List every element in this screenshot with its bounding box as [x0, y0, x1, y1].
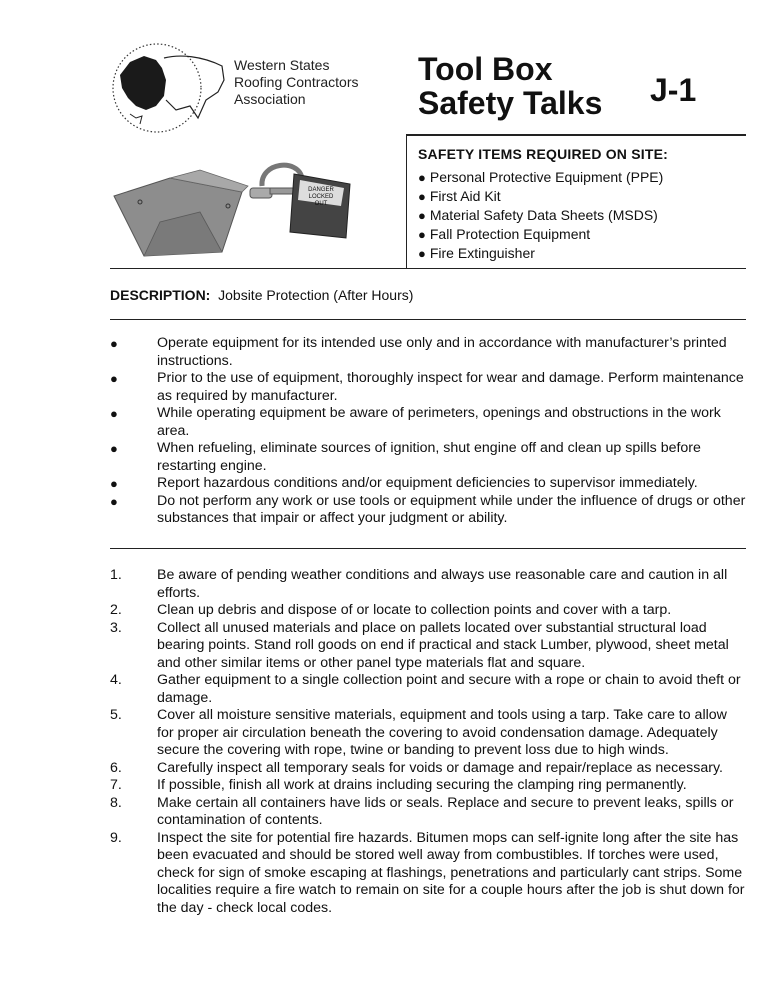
page-title — [418, 52, 602, 120]
bullet-icon: ● — [110, 441, 118, 456]
rule-text: Prior to the use of equipment, thoroughly inspect for wear and damage. Perform maintenance as required by manufacturer. — [157, 370, 744, 404]
step-text: Gather equipment to a single collection point and secure with a rope or chain to avoid theft or damage. — [157, 672, 741, 706]
list-item — [110, 370, 746, 405]
divider — [406, 134, 746, 136]
divider — [110, 548, 746, 549]
divider — [406, 134, 407, 269]
rule-text: Operate equipment for its intended use only and in accordance with manufacturer’s printed instructions. — [157, 335, 727, 369]
general-rules-list — [110, 335, 746, 528]
padlock-with-keys-image — [250, 165, 350, 238]
divider — [110, 268, 746, 269]
org-line: Western States — [234, 57, 330, 73]
safety-item: ● First Aid Kit — [418, 187, 663, 206]
list-item — [110, 602, 746, 620]
step-text: Cover all moisture sensitive materials, equipment and tools using a tarp. Take care to allow for proper air circulation beneath the covering to avoid condensation damage. Adequately secure the covering with rope, twine or banding to prevent loss due to high winds. — [157, 707, 727, 758]
list-item — [110, 567, 746, 602]
step-text: Carefully inspect all temporary seals for voids or damage and repair/replace as necessary. — [157, 759, 723, 776]
document-code: J-1 — [650, 72, 697, 108]
step-number: 7. — [110, 777, 122, 793]
description-label: DESCRIPTION: — [110, 287, 211, 303]
bullet-icon: ● — [110, 476, 118, 491]
divider — [110, 319, 746, 320]
step-text: Make certain all containers have lids or seals. Replace and secure to prevent leaks, spills or contamination of contents. — [157, 794, 734, 828]
rule-text: When refueling, eliminate sources of ignition, shut engine off and clean up spills before restarting engine. — [157, 440, 701, 474]
padlock-label: LOCKED — [308, 194, 334, 200]
rule-text: Do not perform any work or use tools or equipment while under the influence of drugs or other substances that impair or affect your judgment or ability. — [157, 492, 746, 526]
title-line: Tool Box — [418, 51, 553, 87]
list-item — [110, 493, 746, 528]
list-item — [110, 830, 746, 918]
tarp-image — [114, 170, 248, 256]
bullet-icon: ● — [110, 406, 118, 421]
safety-item: ● Fall Protection Equipment — [418, 225, 663, 244]
list-item — [110, 707, 746, 760]
description-value: Jobsite Protection (After Hours) — [218, 287, 414, 303]
association-logo — [110, 40, 228, 136]
step-number: 6. — [110, 759, 122, 776]
step-text: Be aware of pending weather conditions and always use reasonable care and caution in all efforts. — [157, 567, 728, 601]
list-item — [110, 475, 746, 493]
title-line: Safety Talks — [418, 85, 603, 121]
list-item — [110, 672, 746, 707]
steps-list — [110, 567, 746, 917]
step-number: 1. — [110, 567, 122, 583]
padlock-label: DANGER — [308, 187, 334, 193]
rule-text: Report hazardous conditions and/or equipment deficiencies to supervisor immediately. — [157, 475, 698, 491]
step-text: Collect all unused materials and place on pallets located over substantial structural load bearing points. Stand roll goods on end if practical and stack Lumber, plywood, sheet metal and other similar items or other panel type materials flat and square. — [157, 619, 729, 671]
bullet-icon: ● — [110, 371, 118, 386]
step-number: 4. — [110, 672, 122, 688]
step-number: 3. — [110, 619, 122, 636]
safety-item: ● Fire Extinguisher — [418, 244, 663, 263]
list-item — [110, 335, 746, 370]
safety-item: ● Material Safety Data Sheets (MSDS) — [418, 206, 663, 225]
list-item — [110, 620, 746, 673]
safety-items-list — [418, 168, 663, 263]
bullet-icon: ● — [110, 336, 118, 351]
org-line: Roofing Contractors — [234, 74, 359, 90]
safety-item: ● Personal Protective Equipment (PPE) — [418, 168, 663, 187]
step-text: Clean up debris and dispose of or locate to collection points and cover with a tarp. — [157, 602, 672, 618]
safety-illustration — [110, 148, 400, 263]
safety-items-heading: SAFETY ITEMS REQUIRED ON SITE: — [418, 146, 668, 162]
bullet-icon: ● — [110, 493, 118, 509]
organization-name — [234, 57, 359, 108]
list-item — [110, 795, 746, 830]
step-number: 8. — [110, 794, 122, 811]
list-item — [110, 760, 746, 778]
description — [110, 287, 413, 303]
rule-text: While operating equipment be aware of perimeters, openings and obstructions in the work area. — [157, 405, 721, 439]
step-number: 2. — [110, 602, 122, 618]
org-line: Association — [234, 91, 306, 107]
list-item — [110, 777, 746, 795]
padlock-label: OUT — [314, 201, 328, 207]
step-text: If possible, finish all work at drains including securing the clamping ring permanently. — [157, 777, 687, 793]
step-text: Inspect the site for potential fire hazards. Bitumen mops can self-ignite long after the site has been evacuated and should be stored well away from combustibles. If torches were used, check for sign of smoke escaping at flashings, penetrations and particularly cant strips. Some localities require a fire watch to remain on site for a couple hours after the job is shut down for the day - check local codes. — [157, 829, 745, 916]
list-item — [110, 405, 746, 440]
step-number: 5. — [110, 707, 122, 723]
list-item — [110, 440, 746, 475]
step-number: 9. — [110, 829, 122, 846]
